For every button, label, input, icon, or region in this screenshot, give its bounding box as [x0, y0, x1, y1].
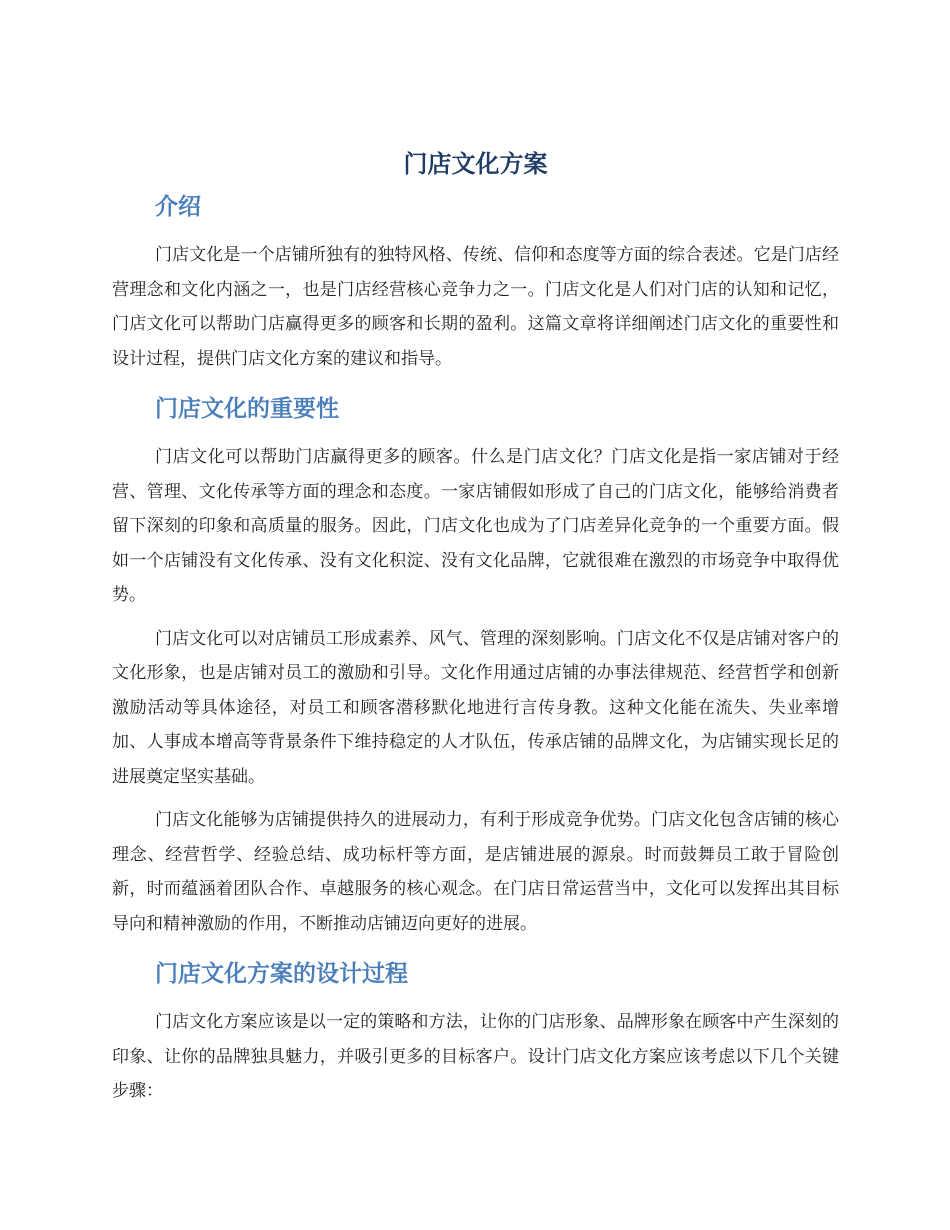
- paragraph: 门店文化方案应该是以一定的策略和方法，让你的门店形象、品牌形象在顾客中产生深刻的印象、让你的品牌独具魅力，并吸引更多的目标客户。设计门店文化方案应该考虑以下几个关键步骤：: [112, 1012, 839, 1101]
- document-title: 门店文化方案: [403, 150, 548, 178]
- section-design-process: [112, 955, 839, 1109]
- section-introduction: [112, 188, 839, 376]
- paragraph: 门店文化可以帮助门店赢得更多的顾客。什么是门店文化？门店文化是指一家店铺对于经营、管理、文化传承等方面的理念和态度。一家店铺假如形成了自己的门店文化，能够给消费者留下深刻的印象和高质量的服务。因此，门店文化也成为了门店差异化竞争的一个重要方面。假如一个店铺没有文化传承、没有文化积淀、没有文化品牌，它就很难在激烈的市场竞争中取得优势。: [112, 447, 839, 605]
- document-page: [112, 140, 839, 1109]
- section-importance: [112, 390, 839, 941]
- section-heading-design-process: 门店文化方案的设计过程: [155, 961, 408, 987]
- paragraph: 门店文化能够为店铺提供持久的进展动力，有利于形成竞争优势。门店文化包含店铺的核心理念、经营哲学、经验总结、成功标杆等方面，是店铺进展的源泉。时而鼓舞员工敢于冒险创新，时而蕴涵着团队合作、卓越服务的核心观念。在门店日常运营当中，文化可以发挥出其目标导向和精神激励的作用，不断推动店铺迈向更好的进展。: [112, 810, 839, 934]
- section-heading-introduction: 介绍: [155, 194, 201, 220]
- paragraph: 门店文化可以对店铺员工形成素养、风气、管理的深刻影响。门店文化不仅是店铺对客户的文化形象，也是店铺对员工的激励和引导。文化作用通过店铺的办事法律规范、经营哲学和创新激励活动等具体途径，对员工和顾客潜移默化地进行言传身教。这种文化能在流失、失业率增加、人事成本增高等背景条件下维持稳定的人才队伍，传承店铺的品牌文化，为店铺实现长足的进展奠定坚实基础。: [112, 628, 839, 787]
- section-heading-importance: 门店文化的重要性: [155, 396, 339, 422]
- paragraph: 门店文化是一个店铺所独有的独特风格、传统、信仰和态度等方面的综合表述。它是门店经营理念和文化内涵之一，也是门店经营核心竞争力之一。门店文化是人们对门店的认知和记忆，门店文化可以帮助门店赢得更多的顾客和长期的盈利。这篇文章将详细阐述门店文化的重要性和设计过程，提供门店文化方案的建议和指导。: [112, 245, 839, 369]
